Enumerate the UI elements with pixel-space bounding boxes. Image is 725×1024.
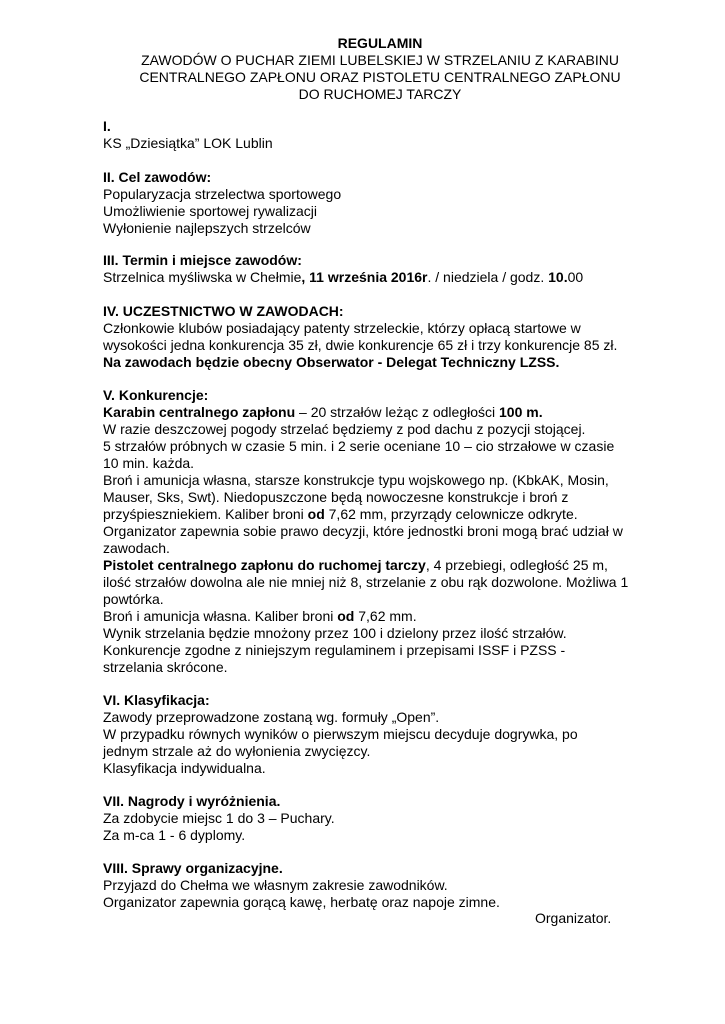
section-7-heading: VII. Nagrody i wyróżnienia. (103, 793, 281, 809)
participation-line: wysokości jedna konkurencja 35 zł, dwie konkurencje 65 zł i trzy konkurencje 85 zł. (103, 337, 618, 353)
weekday-text: . / niedziela / godz. (427, 269, 549, 285)
goal-line: Wyłonienie najlepszych strzelców (103, 220, 311, 236)
document-subtitle-line: ZAWODÓW O PUCHAR ZIEMI LUBELSKIEJ W STRZELANIU Z KARABINU (141, 52, 619, 68)
event-date: 11 września 2016r (309, 269, 428, 285)
organization-line: Organizator zapewnia gorącą kawę, herbatę oraz napoje zimne. (103, 894, 500, 910)
caliber-od: od (307, 506, 325, 522)
rule-line: ilość strzałów dowolna ale nie mniej niż 8, strzelanie z obu rąk dozwolone. Możliwa 1 (103, 574, 629, 590)
award-line: Za zdobycie miejsc 1 do 3 – Puchary. (103, 810, 335, 826)
club-name: KS „Dziesiątka” LOK Lublin (103, 135, 273, 151)
goal-line: Popularyzacja strzelectwa sportowego (103, 186, 342, 202)
document-title: REGULAMIN (337, 35, 423, 51)
rule-text: Broń i amunicja własna. Kaliber broni (103, 608, 338, 624)
section-8-heading: VIII. Sprawy organizacyjne. (103, 860, 283, 876)
pistol-competition-desc: , 4 przebiegi, odległość 25 m, (425, 557, 608, 573)
rule-line: Organizator zapewnia sobie prawo decyzji, które jednostki broni mogą brać udział w (103, 523, 623, 539)
rule-line: 5 strzałów próbnych w czasie 5 min. i 2 serie oceniane 10 – cio strzałowe w czasie (103, 438, 615, 454)
venue: Strzelnica myśliwska w Chełmie (103, 269, 302, 285)
rule-text: przyśpieszniekiem. Kaliber broni (103, 506, 308, 522)
goal-line: Umożliwienie sportowej rywalizacji (103, 203, 317, 219)
classification-line: W przypadku równych wyników o pierwszym miejscu decyduje dogrywka, po (103, 726, 578, 742)
document-header (60, 35, 700, 103)
event-minutes: 00 (567, 269, 584, 285)
rule-text: 7,62 mm. (354, 608, 417, 624)
observer-note: Na zawodach będzie obecny Obserwator - Delegat Techniczny LZSS. (103, 354, 560, 370)
event-hour: 10. (548, 269, 568, 285)
rule-line: powtórka. (103, 591, 164, 607)
rifle-competition-line (103, 404, 543, 421)
section-6-heading: VI. Klasyfikacja: (103, 692, 210, 708)
date-place-line (103, 269, 583, 286)
document-subtitle-line: CENTRALNEGO ZAPŁONU ORAZ PISTOLETU CENTRALNEGO ZAPŁONU (139, 69, 621, 85)
venue-comma: , (301, 269, 306, 285)
rule-line: Mauser, Sks, Swt). Niedopuszczone będą nowoczesne konstrukcje i broń z (103, 489, 569, 505)
rule-line: Wynik strzelania będzie mnożony przez 100 i dzielony przez ilość strzałów. (103, 625, 567, 641)
pistol-competition-line (103, 557, 608, 574)
rule-text: 7,62 mm, przyrządy celownicze odkryte. (324, 506, 578, 522)
organization-line: Przyjazd do Chełma we własnym zakresie zawodników. (103, 877, 448, 893)
section-3-heading: III. Termin i miejsce zawodów: (103, 252, 302, 268)
section-2-heading: II. Cel zawodów: (103, 169, 212, 185)
pistol-caliber-line (103, 608, 417, 625)
rifle-distance: 100 m. (499, 404, 543, 420)
pistol-competition-name: Pistolet centralnego zapłonu do ruchomej tarczy (103, 557, 426, 573)
rule-line: 10 min. każda. (103, 455, 195, 471)
classification-line: Zawody przeprowadzone zostaną wg. formuły „Open”. (103, 709, 440, 725)
classification-line: Klasyfikacja indywidualna. (103, 760, 266, 776)
section-1-heading: I. (103, 118, 111, 134)
section-4-heading: IV. UCZESTNICTWO W ZAWODACH: (103, 303, 344, 319)
rule-line: W razie deszczowej pogody strzelać będziemy z pod dachu z pozycji stojącej. (103, 421, 586, 437)
participation-line: Członkowie klubów posiadający patenty strzeleckie, którzy opłacą startowe w (103, 320, 581, 336)
rifle-competition-name: Karabin centralnego zapłonu (103, 404, 296, 420)
signature: Organizator. (535, 910, 612, 926)
section-5-heading: V. Konkurencje: (103, 387, 209, 403)
rule-line: Broń i amunicja własna, starsze konstrukcje typu wojskowego np. (KbkAK, Mosin, (103, 472, 609, 488)
rule-line: zawodach. (103, 540, 170, 556)
classification-line: jednym strzale aż do wyłonienia zwycięzcy. (103, 743, 371, 759)
award-line: Za m-ca 1 - 6 dyplomy. (103, 827, 246, 843)
rifle-caliber-line (103, 506, 578, 523)
rule-line: strzelania skrócone. (103, 659, 228, 675)
rifle-competition-desc: – 20 strzałów leżąc z odległości (295, 404, 500, 420)
rule-line: Konkurencje zgodne z niniejszym regulaminem i przepisami ISSF i PZSS - (103, 642, 566, 658)
document-subtitle-line: DO RUCHOMEJ TARCZY (298, 86, 462, 102)
caliber-od: od (337, 608, 355, 624)
